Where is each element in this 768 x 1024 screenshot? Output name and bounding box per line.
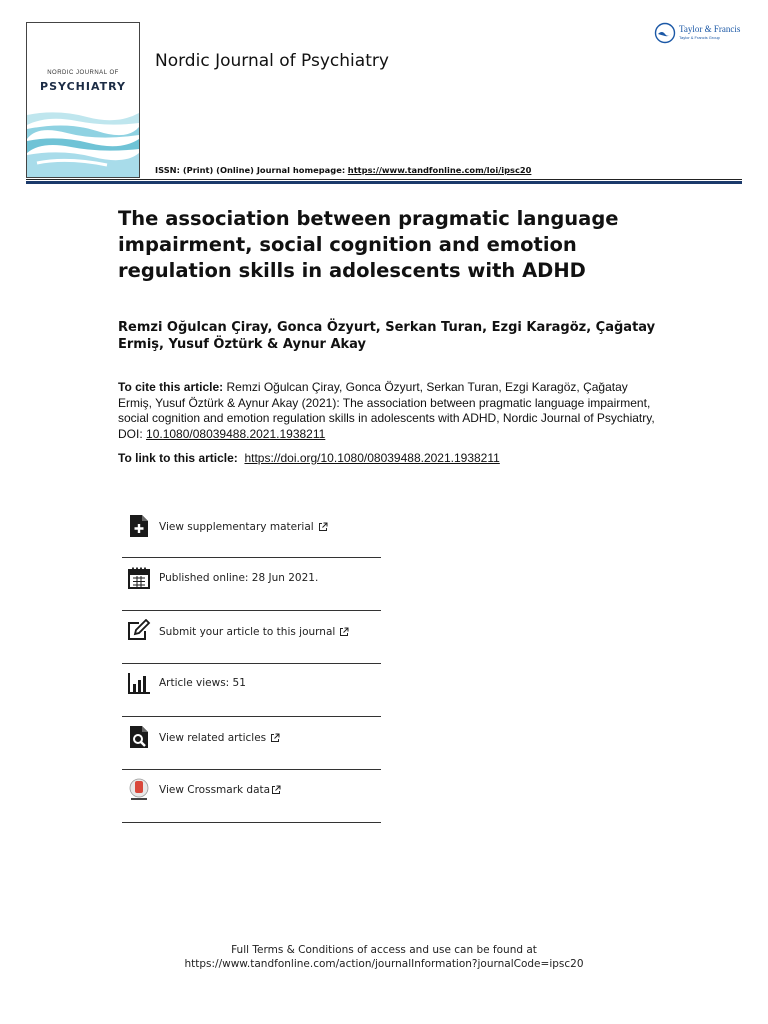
- action-related-articles[interactable]: [122, 717, 381, 770]
- action-label: Article views: 51: [159, 677, 246, 689]
- action-label: View related articles: [159, 732, 267, 744]
- action-label: View supplementary material: [159, 521, 314, 533]
- external-link-icon: [271, 785, 281, 795]
- cover-title-line1: NORDIC JOURNAL OF: [47, 70, 119, 76]
- action-supplementary[interactable]: [122, 500, 381, 553]
- action-divider: [122, 822, 381, 823]
- header-divider-thin: [26, 179, 742, 180]
- citation-block: [118, 380, 663, 442]
- issn-line: [155, 165, 531, 175]
- bar-chart-icon: [127, 671, 151, 695]
- tf-logo-icon: [654, 22, 676, 44]
- external-link-icon: [318, 522, 328, 532]
- action-article-views: [122, 664, 381, 717]
- article-doi-link[interactable]: https://doi.org/10.1080/08039488.2021.1938211: [244, 451, 500, 465]
- citation-doi-link[interactable]: 10.1080/08039488.2021.1938211: [146, 426, 326, 441]
- journal-homepage-link[interactable]: https://www.tandfonline.com/loi/ipsc20: [347, 165, 532, 175]
- citation-label: To cite this article:: [118, 380, 224, 394]
- related-search-icon: [127, 725, 151, 749]
- action-crossmark[interactable]: [122, 770, 381, 823]
- action-label: View Crossmark data: [159, 784, 271, 796]
- edit-icon: [127, 619, 151, 643]
- external-link-icon: [339, 627, 349, 637]
- journal-title: Nordic Journal of Psychiatry: [155, 51, 389, 71]
- article-link-line: [118, 451, 500, 465]
- issn-label: ISSN: (Print) (Online) Journal homepage:: [155, 165, 346, 175]
- action-label: Submit your article to this journal: [159, 626, 336, 638]
- cover-title-line2: PSYCHIATRY: [40, 80, 126, 93]
- action-submit-article[interactable]: [122, 611, 381, 664]
- calendar-icon: [127, 566, 151, 590]
- action-published-date: [122, 558, 381, 611]
- publisher-logo[interactable]: [654, 22, 746, 46]
- header-divider-thick: [26, 181, 742, 184]
- article-link-label: To link to this article:: [118, 451, 238, 465]
- article-title: The association between pragmatic language impairment, social cognition and emotion regulation skills in adolescents with ADHD: [118, 207, 619, 282]
- external-link-icon: [270, 733, 280, 743]
- supplementary-file-icon: [127, 514, 151, 538]
- footer-terms-line: Full Terms & Conditions of access and use can be found at: [231, 944, 537, 956]
- footer-terms-url[interactable]: https://www.tandfonline.com/action/journalInformation?journalCode=ipsc20: [184, 958, 584, 970]
- publisher-name: Taylor & Francis: [679, 24, 741, 34]
- article-authors: Remzi Oğulcan Çiray, Gonca Özyurt, Serkan Turan, Ezgi Karagöz, Çağatay Ermiş, Yusuf Öztürk & Aynur Akay: [118, 320, 656, 352]
- cover-wave-graphic: [27, 23, 139, 177]
- journal-cover: [26, 22, 140, 178]
- publisher-group: Taylor & Francis Group: [679, 35, 720, 40]
- citation-text: Remzi Oğulcan Çiray, Gonca Özyurt, Serkan Turan, Ezgi Karagöz, Çağatay Ermiş, Yusuf Öztürk & Aynur Akay (2021): The association between pragmatic language impairment, social cognition and emotion regulation skills in adolescents with ADHD, Nordic Journal of Psychiatry, DOI:: [118, 380, 655, 441]
- crossmark-icon: [127, 778, 151, 802]
- action-label: Published online: 28 Jun 2021.: [159, 572, 319, 584]
